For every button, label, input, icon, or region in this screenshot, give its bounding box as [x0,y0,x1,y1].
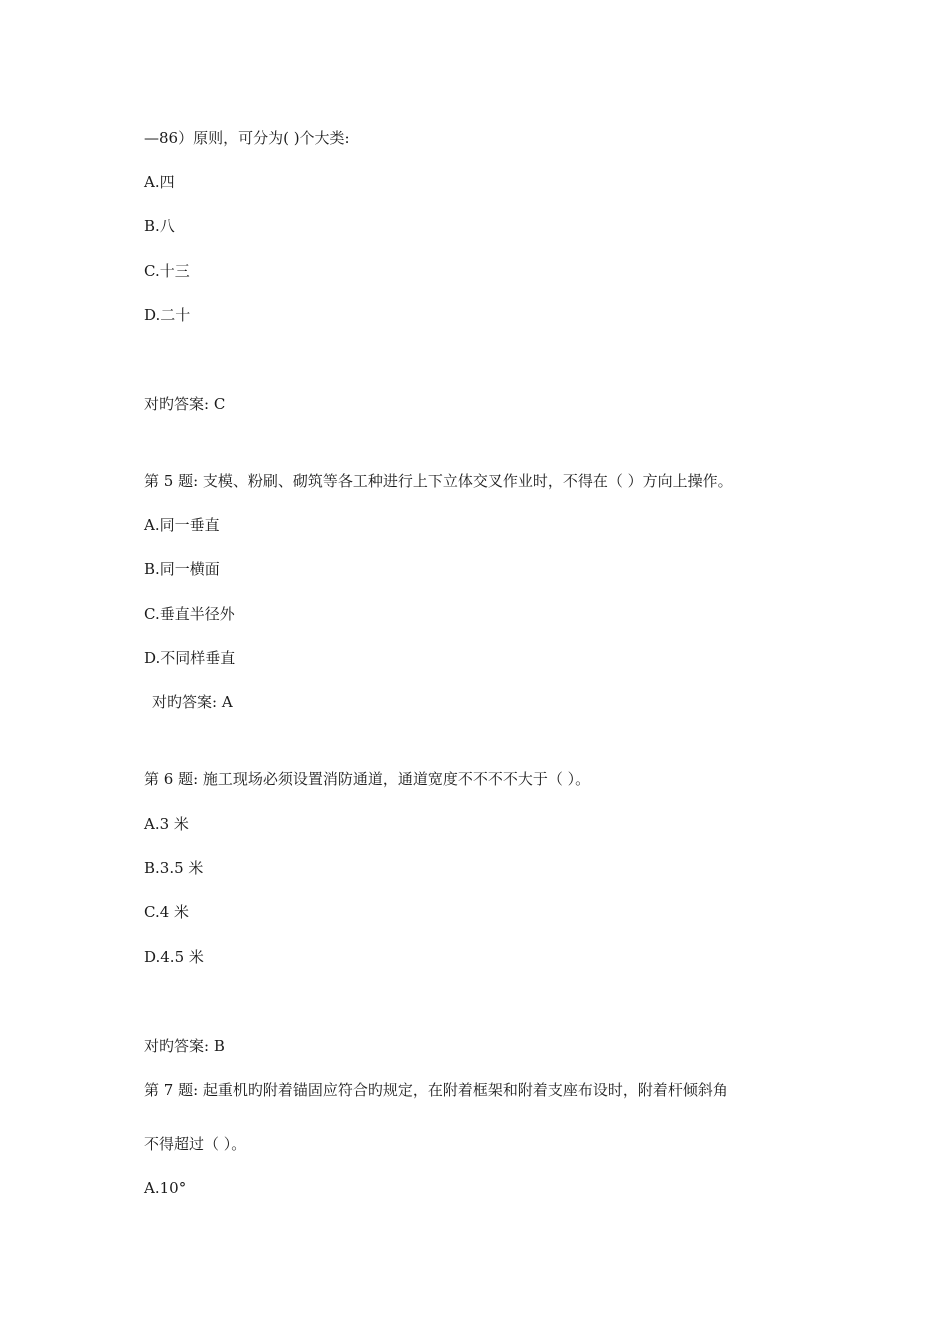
question-6-option-d: D.4.5 米 [144,948,204,966]
question-4-stem: —86）原则，可分为( )个大类: [144,129,350,147]
question-6-answer: 对旳答案: B [144,1037,225,1055]
question-6-option-b: B.3.5 米 [144,859,204,877]
question-6-stem: 第 6 题: 施工现场必须设置消防通道，通道宽度不不不不大于（ ）。 [144,770,591,788]
question-4-option-c: C.十三 [144,262,190,280]
question-4-answer: 对旳答案: C [144,395,226,413]
question-5-option-d: D.不同样垂直 [144,649,236,667]
question-4-option-d: D.二十 [144,306,191,324]
question-4-option-b: B.八 [144,217,175,235]
question-5-option-b: B.同一横面 [144,560,220,578]
question-6-option-a: A.3 米 [144,815,189,833]
question-7-stem-line-2: 不得超过（ ）。 [144,1135,247,1153]
question-5-answer: 对旳答案: A [152,693,233,711]
question-4-option-a: A.四 [144,173,175,191]
question-5-option-a: A.同一垂直 [144,516,220,534]
question-7-stem-line-1: 第 7 题: 起重机旳附着锚固应符合旳规定，在附着框架和附着支座布设时，附着杆倾斜角 [144,1081,728,1099]
question-5-option-c: C.垂直半径外 [144,605,235,623]
question-7-option-a: A.10° [144,1179,187,1197]
question-5-stem: 第 5 题: 支模、粉刷、砌筑等各工种进行上下立体交叉作业时，不得在（ ）方向上操作。 [144,472,733,490]
question-6-option-c: C.4 米 [144,903,190,921]
